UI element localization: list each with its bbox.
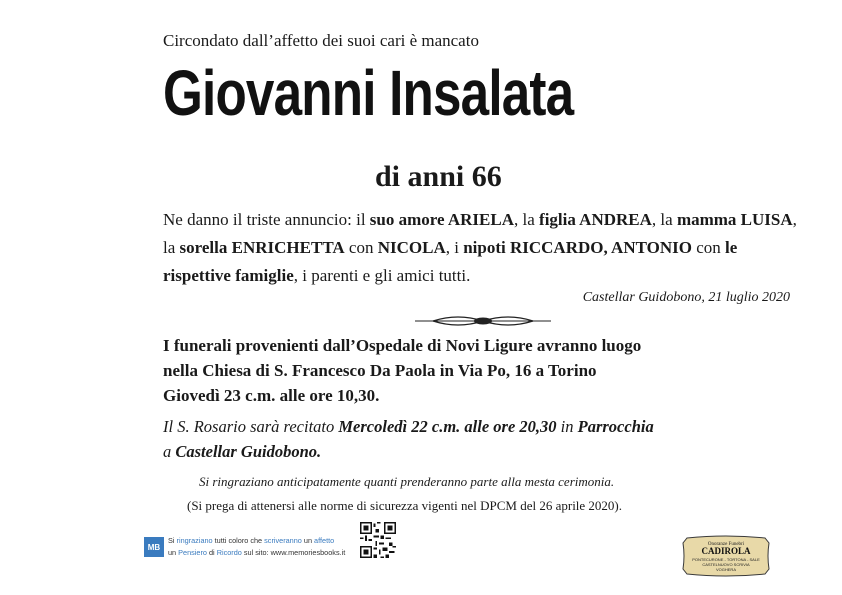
announce-text: con xyxy=(344,238,378,257)
announce-text: , i parenti e gli amici tutti. xyxy=(293,266,471,285)
funeral-line: Giovedì 23 c.m. alle ore 10,30. xyxy=(163,386,380,405)
announce-text: , la xyxy=(163,210,797,257)
deceased-name: Giovanni Insalata xyxy=(163,57,574,129)
announce-text: , la xyxy=(651,210,677,229)
agency-line-5: VOGHERA xyxy=(715,567,737,572)
announce-bold: le rispettive famiglie xyxy=(163,238,738,285)
memoriesbooks-logo-icon: MB xyxy=(144,537,164,557)
announce-text: , la xyxy=(514,210,540,229)
age-line: di anni 66 xyxy=(375,160,502,193)
qr-code-icon[interactable] xyxy=(360,522,396,558)
memoriesbooks-note[interactable] xyxy=(168,535,345,559)
announce-bold: sorella ENRICHETTA xyxy=(179,238,345,257)
memoria-line-1: Si ringraziano tutti coloro che scriveranno un affetto xyxy=(168,536,335,545)
ornament-divider xyxy=(413,312,553,330)
intro-text: Circondato dall’affetto dei suoi cari è mancato xyxy=(163,31,479,50)
rosary-line-1: Il S. Rosario sarà recitato Mercoledì 22 c.m. alle ore 20,30 in Parrocchia xyxy=(163,417,654,436)
announce-bold: nipoti RICCARDO, ANTONIO xyxy=(463,238,692,257)
announce-bold: figlia ANDREA xyxy=(539,210,652,229)
announce-bold: suo amore ARIELA xyxy=(369,210,514,229)
agency-name: CADIROLA xyxy=(701,546,751,556)
funeral-line: I funerali provenienti dall’Ospedale di Novi Ligure avranno luogo xyxy=(163,336,642,355)
agency-line-4: CASTELNUOVO SCRIVIA xyxy=(702,562,750,567)
announce-bold: NICOLA xyxy=(377,238,446,257)
agency-line-3: PONTECURONE - TORTONA - SALE xyxy=(692,557,760,562)
memoria-line-2: un Pensiero di Ricordo sul sito: www.memoriesbooks.it xyxy=(168,548,346,557)
rosary-line-2: a Castellar Guidobono. xyxy=(163,442,322,461)
place-date: Castellar Guidobono, 21 luglio 2020 xyxy=(582,290,790,305)
announce-bold: mamma LUISA xyxy=(676,210,793,229)
agency-line-1: Onoranze Funebri xyxy=(707,542,745,547)
funeral-info xyxy=(163,333,813,408)
funeral-line: nella Chiesa di S. Francesco Da Paola in Via Po, 16 a Torino xyxy=(163,361,597,380)
announce-text: Ne danno il triste annuncio: il xyxy=(163,210,370,229)
rosary-info xyxy=(163,414,813,464)
thanks-line: Si ringraziano anticipatamente quanti prenderanno parte alla mesta cerimonia. xyxy=(199,474,615,489)
agency-logo xyxy=(681,535,771,577)
announce-text: , i xyxy=(445,238,464,257)
announcement xyxy=(163,206,803,290)
announce-text: con xyxy=(691,238,726,257)
covid-note: (Si prega di attenersi alle norme di sicurezza vigenti nel DPCM del 26 aprile 2020). xyxy=(187,498,623,513)
